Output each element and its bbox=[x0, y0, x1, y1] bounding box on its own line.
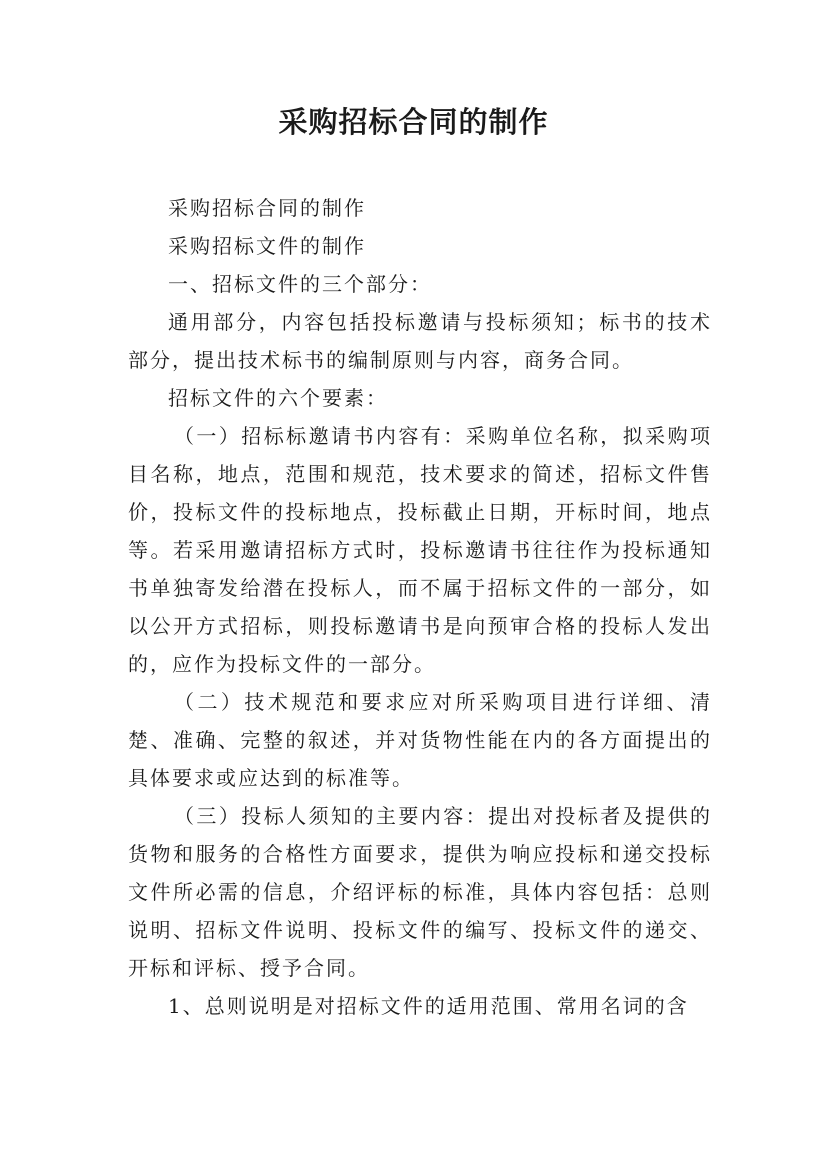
document-body bbox=[128, 189, 712, 1025]
paragraph-invitation: （一）招标标邀请书内容有：采购单位名称，拟采购项目名称，地点，范围和规范，技术要求的简述，招标文件售价，投标文件的投标地点，投标截止日期，开标时间，地点等。若采用邀请招标方式时，投标邀请书往往作为投标通知书单独寄发给潜在投标人，而不属于招标文件的一部分，如以公开方式招标，则投标邀请书是向预审合格的投标人发出的，应作为投标文件的一部分。 bbox=[128, 424, 712, 676]
paragraph-technical-spec: （二）技术规范和要求应对所采购项目进行详细、清楚、准确、完整的叙述，并对货物性能在内的各方面提出的具体要求或应达到的标准等。 bbox=[128, 690, 712, 790]
paragraph-bidder-notice: （三）投标人须知的主要内容：提出对投标者及提供的货物和服务的合格性方面要求，提供为响应投标和递交投标文件所必需的信息，介绍评标的标准，具体内容包括：总则说明、招标文件说明、投标文件的编写、投标文件的递交、开标和评标、授予合同。 bbox=[128, 804, 712, 980]
paragraph-general-rules: 1、总则说明是对招标文件的适用范围、常用名词的含 bbox=[168, 994, 689, 1018]
paragraph-heading-contract: 采购招标合同的制作 bbox=[168, 196, 366, 220]
paragraph-section-one: 一、招标文件的三个部分： bbox=[168, 272, 432, 296]
document-title: 采购招标合同的制作 bbox=[278, 105, 549, 139]
paragraph-heading-file: 采购招标文件的制作 bbox=[168, 234, 366, 258]
paragraph-general-part: 通用部分，内容包括投标邀请与投标须知；标书的技术部分，提出技术标书的编制原则与内容，商务合同。 bbox=[128, 310, 712, 372]
paragraph-six-elements: 招标文件的六个要素： bbox=[168, 386, 388, 410]
